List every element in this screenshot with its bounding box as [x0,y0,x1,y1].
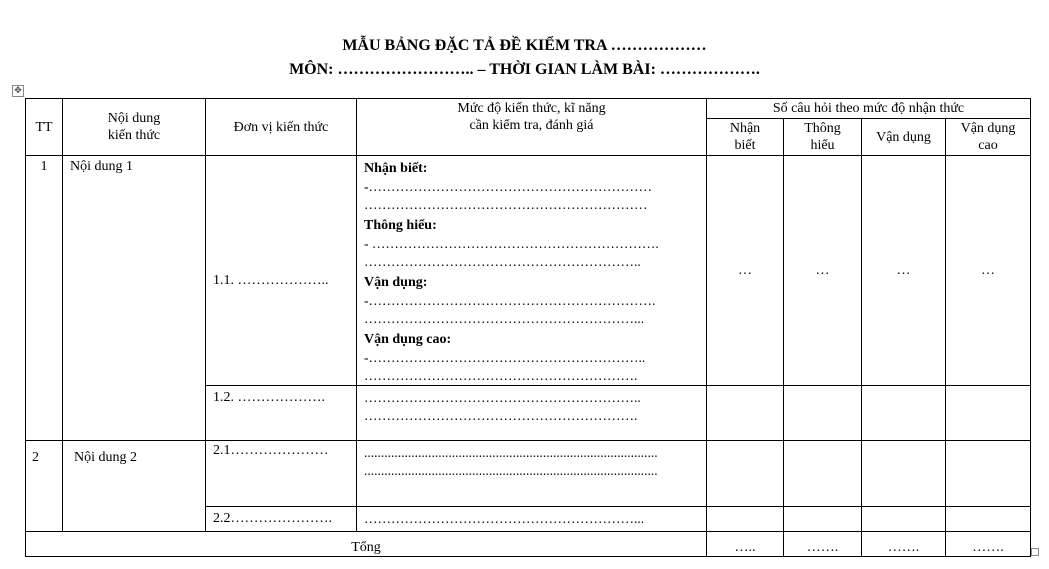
row1-unit2: 1.2. ………………. [206,386,357,441]
level-van-dung-cao-label: Vận dụng cao: [364,332,452,347]
level-thong-hieu-line1: - ………………………………………………………. [364,236,659,251]
spec-table [25,98,1031,557]
total-van-dung-cao: ……. [946,532,1031,557]
level-thong-hieu-line2: …………………………………………………….. [364,254,641,269]
row1-tt: 1 [26,156,63,441]
level-van-dung-line1: -………………………………………………………. [364,293,656,308]
page-subtitle: MÔN: …………………….. – THỜI GIAN LÀM BÀI: ………………. [289,61,760,78]
level-nhan-biet-line1: -……………………………………………………… [364,179,652,194]
table-row [26,156,1031,386]
table-move-handle-icon[interactable]: ✥ [12,85,24,97]
header-muc-do-line1: Mức độ kiến thức, kĩ năng [457,101,606,116]
row2-unit1: 2.1………………… [206,441,357,507]
unit2-line1: …………………………………………………….. [364,390,641,405]
row1-count-van-dung-cao: … [946,156,1031,386]
header-thong-hieu-line1: Thông [804,121,841,136]
table-row [26,441,1031,507]
level-van-dung-label: Vận dụng: [364,275,428,290]
row2-content: Nội dung 2 [63,441,206,532]
header-don-vi: Đơn vị kiến thức [206,99,357,156]
unit21-line1: ....................................................................................... [364,445,658,460]
header-nhan-biet-line1: Nhận [729,121,761,136]
row2-unit1-criteria [357,441,707,507]
row1-unit1: 1.1. ……………….. [206,156,357,386]
header-van-dung-cao-line1: Vận dụng [960,121,1016,136]
header-noi-dung [63,99,206,156]
header-nhan-biet [707,119,784,156]
total-row [26,532,1031,557]
level-van-dung-cao-line1: -…………………………………………………….. [364,350,646,365]
unit2-line2: ……………………………………………………. [364,408,638,423]
row1-count-thong-hieu: … [784,156,862,386]
total-van-dung: ……. [862,532,946,557]
row1-count-van-dung: … [862,156,946,386]
total-label: Tổng [26,532,707,557]
header-muc-do-line2: cần kiểm tra, đánh giá [469,118,594,133]
header-thong-hieu [784,119,862,156]
header-noi-dung-line2: kiến thức [107,128,161,143]
level-nhan-biet-label: Nhận biết: [364,161,428,176]
table-resize-handle[interactable] [1031,548,1039,556]
total-nhan-biet: ….. [707,532,784,557]
header-van-dung: Vận dụng [862,119,946,156]
row2-unit2-criteria [357,507,707,532]
level-van-dung-line2: ……………………………………………………... [364,311,645,326]
header-nhan-biet-line2: biết [734,138,756,153]
header-noi-dung-line1: Nội dung [107,111,161,126]
level-nhan-biet-line2: ……………………………………………………… [364,197,648,212]
header-tt: TT [26,99,63,156]
row1-content: Nội dung 1 [63,156,206,441]
header-van-dung-cao-line2: cao [978,138,998,153]
row1-unit2-criteria [357,386,707,441]
row2-unit2: 2.2…………………. [206,507,357,532]
row2-tt: 2 [26,441,63,532]
total-thong-hieu: ……. [784,532,862,557]
level-thong-hieu-label: Thông hiểu: [364,218,437,233]
header-so-cau: Số câu hỏi theo mức độ nhận thức [707,99,1031,119]
level-van-dung-cao-line2: ……………………………………………………. [364,368,638,383]
row1-count-nhan-biet: … [707,156,784,386]
unit21-line2: ....................................................................................... [364,463,658,478]
header-thong-hieu-line2: hiểu [810,138,835,153]
header-van-dung-cao [946,119,1031,156]
page-title: MẪU BẢNG ĐẶC TẢ ĐỀ KIỂM TRA ……………… [342,37,707,54]
row1-unit1-criteria [357,156,707,386]
header-muc-do [357,99,707,156]
unit22-line1: ……………………………………………………... [364,511,645,526]
